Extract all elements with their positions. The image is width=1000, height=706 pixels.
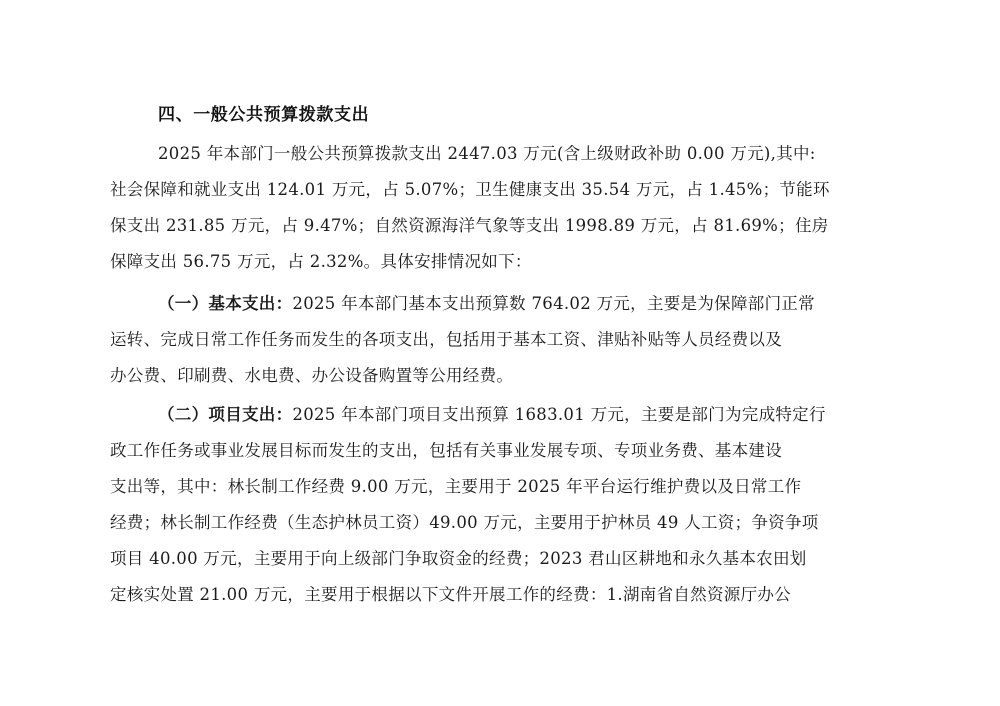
- paragraph-line: 政工作任务或事业发展目标而发生的支出，包括有关事业发展专项、专项业务费、基本建设: [110, 441, 782, 460]
- paragraph-line: 定核实处置 21.00 万元，主要用于根据以下文件开展工作的经费：1.湖南省自然资源厅办公: [110, 585, 791, 604]
- paragraph-text: 2025 年本部门基本支出预算数 764.02 万元，主要是为保障部门正常: [292, 294, 815, 313]
- paragraph-line: [158, 290, 815, 314]
- paragraph-line: [158, 401, 826, 425]
- paragraph-line: 运转、完成日常工作任务而发生的各项支出，包括用于基本工资、津贴补贴等人员经费以及: [110, 330, 782, 349]
- paragraph-line: 保障支出 56.75 万元，占 2.32%。具体安排情况如下：: [110, 252, 532, 271]
- paragraph-line: 办公费、印刷费、水电费、办公设备购置等公用经费。: [110, 366, 514, 385]
- paragraph-line: 保支出 231.85 万元，占 9.47%；自然资源海洋气象等支出 1998.89 万元，占 81.69%；住房: [110, 216, 829, 235]
- subsection-label: （一）基本支出：: [158, 294, 293, 313]
- section-heading: 四、一般公共预算拨款支出: [158, 105, 370, 125]
- paragraph-text: 2025 年本部门项目支出预算 1683.01 万元，主要是部门为完成特定行: [292, 405, 826, 424]
- subsection-label: （二）项目支出：: [158, 405, 293, 424]
- paragraph-line: 支出等，其中：林长制工作经费 9.00 万元，主要用于 2025 年平台运行维护费以及日常工作: [110, 477, 802, 496]
- paragraph-line: 2025 年本部门一般公共预算拨款支出 2447.03 万元(含上级财政补助 0.00 万元),其中:: [158, 144, 816, 163]
- paragraph-line: 社会保障和就业支出 124.01 万元，占 5.07%；卫生健康支出 35.54 万元，占 1.45%；节能环: [110, 180, 830, 199]
- paragraph-line: 经费；林长制工作经费（生态护林员工资）49.00 万元，主要用于护林员 49 人工资；争资争项: [110, 513, 819, 532]
- paragraph-line: 项目 40.00 万元，主要用于向上级部门争取资金的经费；2023 君山区耕地和永久基本农田划: [110, 549, 807, 568]
